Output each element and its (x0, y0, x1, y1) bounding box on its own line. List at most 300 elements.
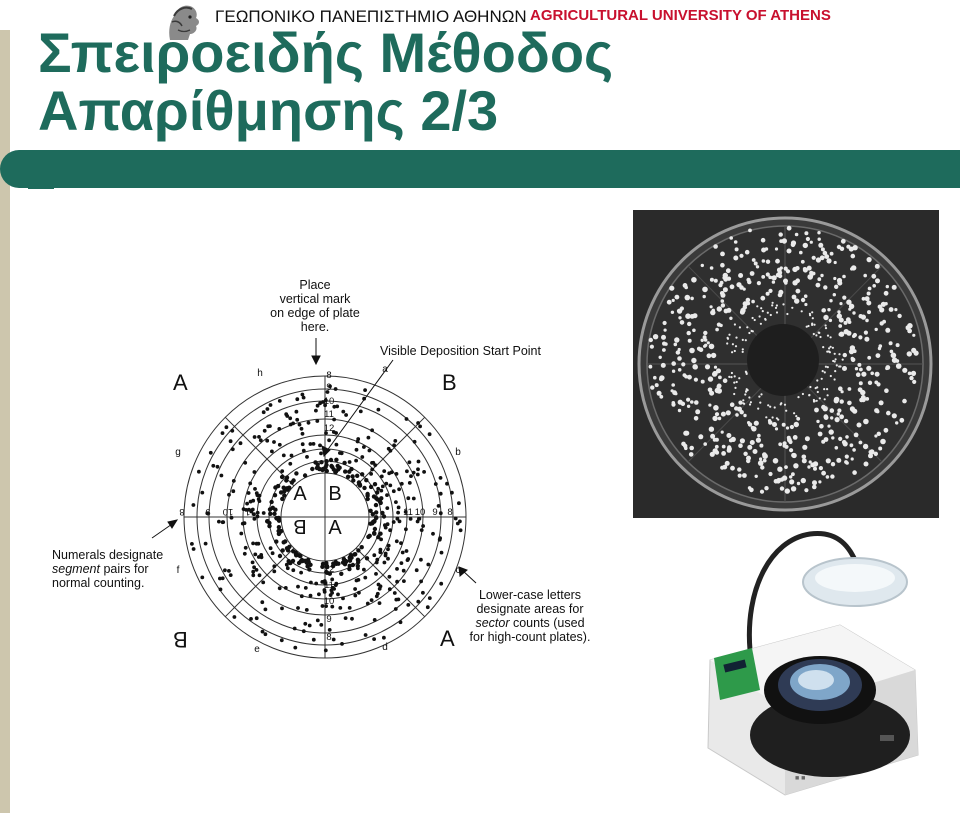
plate-colony (757, 434, 761, 438)
colony-dot (395, 539, 399, 543)
plate-colony (738, 401, 742, 405)
segment-number: 8 (326, 632, 332, 643)
segment-number: 12 (323, 564, 335, 575)
plate-colony (876, 353, 881, 358)
plate-colony (809, 386, 811, 388)
colony-dot (357, 591, 361, 595)
plate-colony (816, 283, 821, 288)
plate-colony (708, 376, 713, 381)
colony-dot (269, 546, 273, 550)
plate-colony (759, 315, 761, 317)
colony-dot (324, 649, 328, 653)
plate-colony (735, 345, 737, 347)
plate-colony (824, 398, 826, 400)
colony-dot (262, 410, 266, 414)
colony-dot (264, 632, 268, 636)
plate-colony (878, 447, 882, 451)
colony-dot (394, 607, 398, 611)
left-rail (0, 0, 10, 813)
colony-dot (267, 521, 271, 525)
plate-colony (871, 274, 876, 279)
plate-colony (767, 312, 769, 314)
plate-colony (678, 368, 682, 372)
plate-colony (708, 388, 713, 393)
plate-colony (691, 358, 696, 363)
colony-dot (380, 511, 384, 515)
colony-dot (268, 512, 272, 516)
colony-dot (303, 559, 307, 563)
plate-colony (867, 292, 871, 296)
colony-dot (371, 520, 375, 524)
plate-colony (875, 372, 880, 377)
plate-colony (745, 391, 747, 393)
colony-dot (272, 564, 276, 568)
plate-colony (832, 347, 834, 349)
plate-colony (749, 403, 751, 405)
plate-colony (715, 412, 719, 416)
colony-dot (387, 471, 391, 475)
callout-italic-word: segment (52, 562, 100, 576)
plate-colony (703, 335, 707, 339)
colony-dot (400, 561, 404, 565)
plate-colony (724, 309, 729, 314)
plate-colony (868, 287, 872, 291)
title-underline-bar (0, 150, 960, 188)
plate-colony (879, 400, 884, 405)
colony-dot (356, 564, 360, 568)
colony-dot (288, 462, 292, 466)
plate-colony (754, 319, 756, 321)
colony-dot (271, 551, 275, 555)
sector-letter: f (176, 565, 180, 576)
plate-colony (856, 372, 861, 377)
colony-dot (362, 445, 366, 449)
colony-dot (392, 443, 396, 447)
colony-dot (405, 417, 409, 421)
colony-dot (286, 566, 290, 570)
callout-place-mark (265, 278, 365, 334)
colony-dot (359, 410, 363, 414)
colony-dot (253, 553, 257, 557)
plate-colony (745, 250, 750, 255)
center-quadrant-label: B (328, 483, 342, 505)
plate-colony (746, 456, 751, 461)
colony-dot (384, 552, 388, 556)
colony-dot (416, 467, 420, 471)
plate-colony (751, 300, 755, 304)
colony-dot (324, 459, 328, 463)
plate-colony (732, 343, 734, 345)
colony-dot (383, 561, 387, 565)
plate-colony (721, 451, 726, 456)
plate-colony (813, 333, 815, 335)
plate-colony (689, 348, 695, 354)
plate-colony (650, 345, 654, 349)
plate-colony (851, 254, 856, 259)
plate-colony (812, 485, 817, 490)
callout-line: vertical mark (279, 292, 351, 306)
plate-colony (865, 296, 870, 301)
plate-colony (848, 308, 851, 311)
plate-colony (830, 416, 833, 419)
colony-dot (249, 617, 253, 621)
plate-colony (776, 417, 778, 419)
colony-dot (314, 582, 318, 586)
plate-colony (841, 239, 846, 244)
center-quadrant-label: A (293, 483, 307, 505)
plate-colony (843, 441, 848, 446)
plate-colony (830, 375, 832, 377)
sector-letter: c (455, 565, 461, 576)
plate-colony (826, 475, 830, 479)
colony-dot (344, 413, 348, 417)
colony-dot (388, 587, 392, 591)
colony-dot (439, 582, 443, 586)
colony-dot (373, 482, 377, 486)
colony-dot (369, 472, 373, 476)
plate-colony (738, 377, 740, 379)
colony-dot (304, 586, 308, 590)
colony-dot (200, 491, 204, 495)
title-bar-foot (28, 185, 54, 189)
colony-dot (297, 561, 301, 565)
plate-colony (791, 240, 796, 245)
colony-dot (431, 532, 435, 536)
plate-colony (780, 403, 782, 405)
colony-dot (392, 489, 396, 493)
colony-dot (251, 499, 255, 503)
plate-colony (760, 393, 762, 395)
plate-colony (892, 413, 897, 418)
colony-dot (255, 616, 259, 620)
sector-letter: b (455, 447, 461, 458)
colony-dot (335, 443, 339, 447)
plate-colony (721, 431, 724, 434)
plate-colony (796, 417, 800, 421)
plate-colony (840, 399, 844, 403)
plate-colony (695, 409, 700, 414)
callout-italic-word: sector (475, 616, 510, 630)
plate-colony (874, 381, 878, 385)
plate-colony (813, 461, 818, 466)
plate-colony (721, 412, 726, 417)
plate-colony (793, 435, 798, 440)
colony-dot (420, 528, 424, 532)
colony-dot (399, 541, 403, 545)
plate-colony (878, 347, 881, 350)
colony-dot (280, 469, 284, 473)
colony-dot (347, 567, 351, 571)
plate-colony (783, 279, 788, 284)
plate-colony (784, 267, 788, 271)
plate-colony (778, 442, 782, 446)
colony-dot (406, 603, 410, 607)
colony-dot (355, 579, 359, 583)
colony-dot (336, 464, 340, 468)
colony-dot (386, 522, 390, 526)
plate-colony (768, 420, 772, 424)
plate-colony (853, 333, 857, 337)
colony-dot (395, 580, 399, 584)
plate-colony (722, 445, 726, 449)
plate-colony (823, 285, 827, 289)
plate-colony (742, 473, 747, 478)
plate-colony (731, 437, 736, 442)
plate-colony (765, 247, 769, 251)
plate-colony (822, 370, 824, 372)
plate-colony (807, 465, 810, 468)
plate-colony (874, 452, 878, 456)
colony-dot (243, 461, 247, 465)
colony-dot (373, 618, 377, 622)
colony-dot (230, 429, 234, 433)
plate-colony (847, 401, 852, 406)
plate-colony (710, 310, 715, 315)
callout-line: pairs for (103, 562, 149, 576)
plate-colony (865, 319, 869, 323)
callout-deposition-start: Visible Deposition Start Point (380, 344, 541, 358)
colony-dot (338, 451, 342, 455)
plate-colony (659, 395, 663, 399)
plate-colony (739, 254, 743, 258)
plate-colony (902, 368, 907, 373)
plate-colony (773, 458, 779, 464)
colony-dot (357, 480, 361, 484)
colony-dot (314, 409, 318, 413)
colony-dot (309, 442, 313, 446)
plate-colony (712, 416, 717, 421)
colony-dot (417, 460, 421, 464)
plate-colony (759, 402, 761, 404)
plate-colony (671, 361, 676, 366)
plate-colony (749, 488, 754, 493)
colony-dot (353, 587, 357, 591)
plate-colony (852, 311, 855, 314)
segment-number: 10 (222, 506, 234, 517)
colony-dot (258, 499, 262, 503)
colony-dot (217, 520, 221, 524)
plate-colony (728, 376, 730, 378)
plate-colony (817, 391, 819, 393)
plate-colony (821, 247, 825, 251)
colony-dot (438, 538, 442, 542)
plate-colony (761, 275, 765, 279)
colony-dot (277, 525, 281, 529)
colony-dot (360, 545, 364, 549)
plate-colony (795, 233, 799, 237)
plate-colony (885, 365, 890, 370)
plate-colony (756, 305, 758, 307)
plate-colony (793, 412, 795, 414)
plate-colony (852, 470, 857, 475)
colony-dot (200, 576, 204, 580)
plate-colony (662, 348, 666, 352)
plate-colony (797, 396, 799, 398)
plate-colony (911, 371, 916, 376)
plate-colony (814, 408, 818, 412)
colony-dot (282, 540, 286, 544)
colony-dot (284, 412, 288, 416)
plate-colony (683, 431, 688, 436)
plate-colony (812, 256, 816, 260)
plate-colony (718, 376, 722, 380)
colony-dot (374, 503, 378, 507)
callout-letters (465, 588, 595, 644)
plate-colony (747, 389, 749, 391)
plate-colony (891, 353, 897, 359)
colony-dot (416, 473, 420, 477)
plate-colony (776, 478, 781, 483)
colony-dot (197, 470, 201, 474)
plate-colony (768, 276, 772, 280)
colony-dot (344, 560, 348, 564)
colony-dot (375, 490, 379, 494)
colony-dot (327, 438, 331, 442)
colony-dot (317, 592, 321, 596)
plate-colony (733, 393, 735, 395)
plate-colony (710, 305, 713, 308)
plate-colony (839, 414, 844, 419)
plate-colony (689, 446, 694, 451)
sector-letter: e (254, 644, 260, 655)
plate-colony (838, 386, 843, 391)
plate-colony (838, 324, 842, 328)
plate-colony (730, 284, 735, 289)
plate-colony (688, 339, 692, 343)
quadrant-label-top-left: A (173, 370, 188, 395)
plate-colony (669, 286, 674, 291)
colony-dot (313, 460, 317, 464)
plate-colony (885, 328, 890, 333)
plate-colony (750, 440, 755, 445)
colony-dot (291, 559, 295, 563)
plate-colony (826, 458, 831, 463)
colony-dot (381, 485, 385, 489)
plate-colony (819, 466, 823, 470)
colony-dot (412, 471, 416, 475)
plate-colony (653, 376, 657, 380)
plate-colony (886, 411, 891, 416)
plate-colony (863, 444, 868, 449)
plate-colony (747, 280, 751, 284)
colony-dot (397, 506, 401, 510)
plate-colony (674, 343, 678, 347)
plate-colony (677, 356, 682, 361)
plate-colony (748, 332, 750, 334)
colony-dot (347, 470, 351, 474)
colony-dot (261, 581, 265, 585)
plate-colony (833, 293, 836, 296)
colony-dot (382, 636, 386, 640)
colony-dot (261, 630, 265, 634)
plate-colony (857, 363, 861, 367)
quadrant-label-bottom-left: B (173, 627, 188, 652)
plate-colony (777, 467, 782, 472)
plate-colony (691, 277, 697, 283)
plate-colony (896, 363, 902, 369)
colony-dot (268, 507, 272, 511)
colony-dot (264, 608, 268, 612)
plate-colony (754, 262, 758, 266)
plate-colony (788, 440, 792, 444)
plate-colony (816, 386, 818, 388)
plate-colony (813, 324, 815, 326)
callout-line: designate areas for (476, 602, 584, 616)
colony-dot (309, 581, 313, 585)
colony-dot (301, 442, 305, 446)
colony-dot (262, 511, 266, 515)
plate-colony (784, 445, 788, 449)
plate-colony (839, 302, 842, 305)
plate-colony (810, 274, 813, 277)
colony-dot (360, 472, 364, 476)
colony-dot (278, 586, 282, 590)
plate-colony (715, 445, 719, 449)
colony-dot (300, 427, 304, 431)
plate-colony (829, 429, 834, 434)
colony-dot (405, 549, 409, 553)
colony-dot (356, 548, 360, 552)
colony-dot (258, 573, 262, 577)
colony-dot (239, 532, 243, 536)
colony-dot (316, 404, 320, 408)
colony-dot (269, 500, 273, 504)
plate-colony (734, 240, 738, 244)
plate-colony (760, 296, 765, 301)
plate-colony (736, 381, 738, 383)
plate-colony (707, 353, 712, 358)
plate-colony (694, 400, 699, 405)
plate-colony (821, 309, 825, 313)
colony-dot (339, 572, 343, 576)
colony-dot (445, 482, 449, 486)
plate-colony (842, 359, 844, 361)
plate-colony (790, 425, 794, 429)
plate-colony (720, 263, 725, 268)
colony-dot (341, 410, 345, 414)
colony-dot (282, 486, 286, 490)
colony-dot (409, 474, 413, 478)
plate-colony (742, 402, 744, 404)
plate-colony (848, 320, 852, 324)
plate-colony (787, 226, 792, 231)
plate-colony (750, 271, 755, 276)
colony-dot (303, 622, 307, 626)
plate-colony (742, 339, 744, 341)
plate-colony (720, 252, 725, 257)
colony-dot (370, 468, 374, 472)
plate-colony (735, 413, 739, 417)
colony-dot (370, 428, 374, 432)
plate-colony (884, 428, 889, 433)
colony-dot (231, 447, 235, 451)
colony-dot (243, 521, 247, 525)
plate-colony (730, 466, 735, 471)
plate-colony (716, 388, 722, 394)
colony-dot (352, 552, 356, 556)
plate-colony (765, 416, 767, 418)
colony-dot (229, 573, 233, 577)
colony-dot (338, 606, 342, 610)
plate-colony (713, 448, 718, 453)
plate-colony (820, 255, 825, 260)
colony-dot (397, 487, 401, 491)
plate-colony (785, 410, 787, 412)
plate-colony (830, 474, 834, 478)
plate-colony (778, 274, 782, 278)
plate-colony (772, 422, 777, 427)
plate-colony (735, 247, 739, 251)
